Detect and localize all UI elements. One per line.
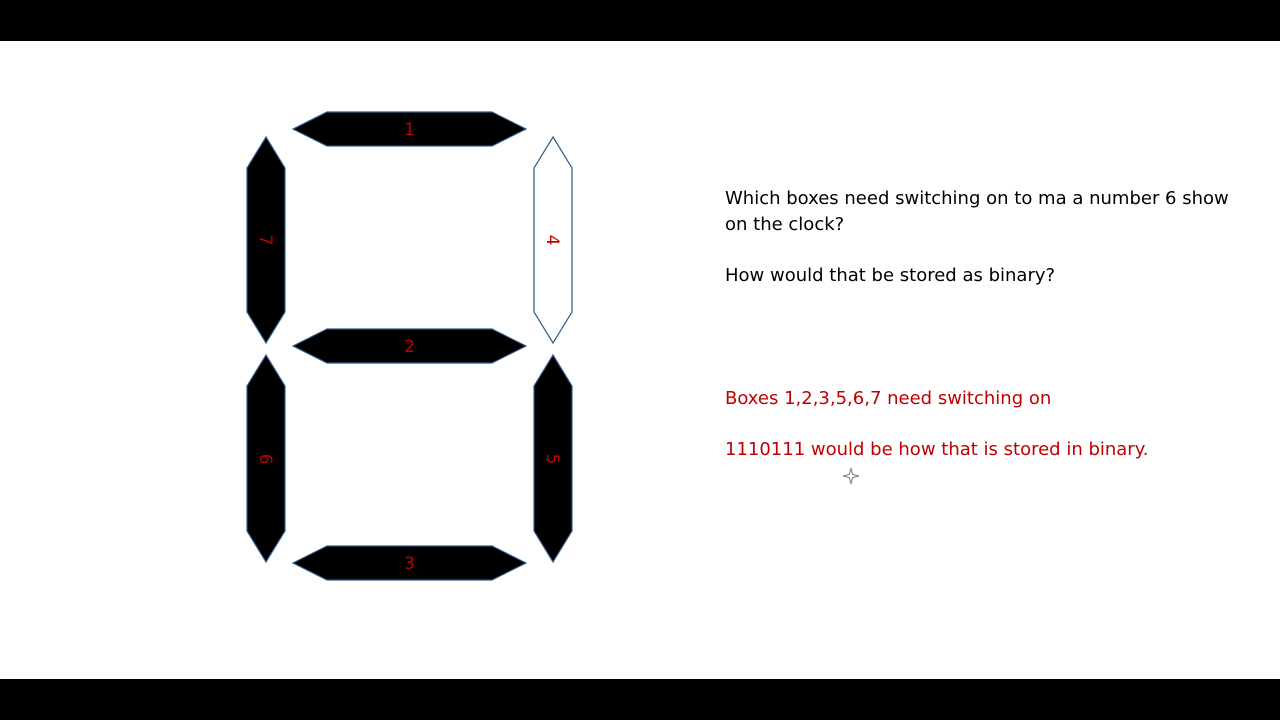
segment-7-label: 7 (255, 234, 275, 246)
segment-4-label: 4 (542, 234, 562, 246)
segment-6-label: 6 (255, 453, 275, 465)
segment-7 (247, 137, 285, 343)
segment-5 (534, 355, 572, 562)
segment-2 (293, 329, 526, 363)
seven-segment-display (0, 41, 1280, 679)
segment-3-label: 3 (404, 554, 415, 574)
segment-1 (293, 112, 526, 146)
laser-pointer-icon (842, 467, 860, 485)
segment-3 (293, 546, 526, 580)
segment-4 (534, 137, 572, 343)
question-binary: How would that be stored as binary? (725, 265, 1056, 286)
segment-5-label: 5 (542, 453, 562, 465)
answer-binary: 1110111 would be how that is stored in binary. (725, 439, 1149, 460)
slide (0, 41, 1280, 679)
segment-1-label: 1 (404, 120, 415, 140)
question-which-boxes: Which boxes need switching on to ma a number 6 show on the clock? (725, 188, 1229, 235)
segment-6 (247, 355, 285, 562)
segment-2-label: 2 (404, 337, 415, 357)
answer-boxes: Boxes 1,2,3,5,6,7 need switching on (725, 388, 1052, 409)
